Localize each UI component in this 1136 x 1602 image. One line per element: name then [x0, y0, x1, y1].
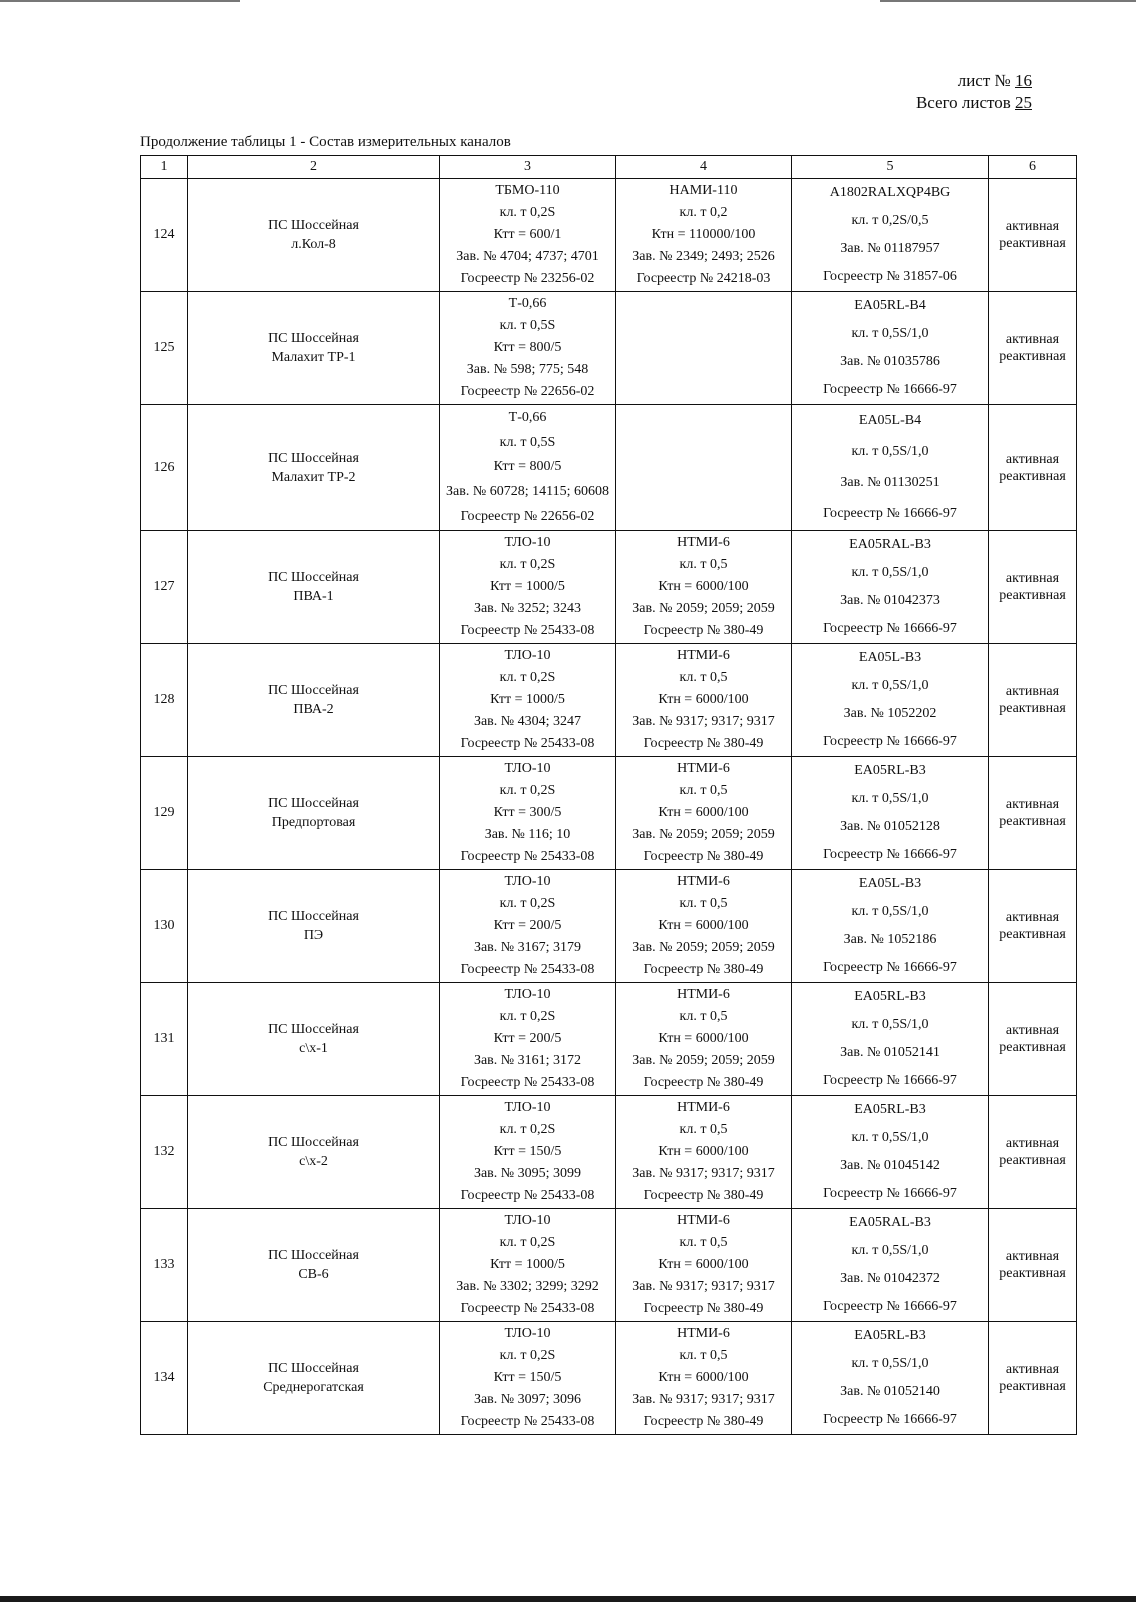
meter-line: Зав. № 01042372 [840, 1270, 940, 1286]
voltage-transformer-line: Госреестр № 380-49 [643, 1075, 764, 1091]
energy-type: активная [1005, 1023, 1060, 1038]
energy-type: активная [1005, 1136, 1060, 1151]
meter-line: Зав. № 01130251 [840, 475, 940, 490]
channel-name [188, 983, 440, 1096]
current-transformer-line: Зав. № 3167; 3179 [473, 940, 582, 956]
current-transformer-line: кл. т 0,2S [499, 1234, 556, 1250]
meter-line: кл. т 0,5S/1,0 [851, 1243, 929, 1259]
current-transformer-cell [440, 1209, 616, 1322]
current-transformer-line: Зав. № 3095; 3099 [473, 1166, 582, 1182]
current-transformer-line: Ктт = 1000/5 [490, 691, 565, 707]
meter-line: ЕА05L-B4 [858, 413, 922, 428]
table-row [141, 1209, 1077, 1322]
current-transformer-line: кл. т 0,2S [499, 1347, 556, 1363]
meter-line: ЕА05RL-B3 [854, 989, 926, 1005]
channel-name [188, 757, 440, 870]
voltage-transformer-line: кл. т 0,5 [679, 782, 728, 798]
scan-bottom-edge [0, 1596, 1136, 1602]
table-row [141, 757, 1077, 870]
voltage-transformer-line: Госреестр № 380-49 [643, 849, 764, 865]
voltage-transformer-line: НТМИ-6 [677, 873, 730, 889]
meter-line: Госреестр № 16666-97 [823, 1072, 957, 1088]
voltage-transformer-line: кл. т 0,2 [679, 204, 728, 220]
channel-name-line: ПС Шоссейная [268, 683, 359, 698]
channel-number: 133 [141, 1209, 188, 1322]
current-transformer-line: Ктт = 150/5 [493, 1143, 562, 1159]
energy-type: реактивная [999, 1040, 1066, 1055]
meter-line: Зав. № 01187957 [840, 240, 940, 256]
meter-line: Госреестр № 16666-97 [823, 959, 957, 975]
channel-name-line: ПЭ [303, 928, 324, 943]
channel-name-line: ПВА-1 [293, 589, 334, 604]
channel-name-line: Малахит ТР-2 [271, 469, 356, 485]
energy-type: активная [1005, 1249, 1060, 1264]
voltage-transformer-cell [616, 1096, 792, 1209]
voltage-transformer-line: НТМИ-6 [677, 534, 730, 550]
channel-number: 127 [141, 531, 188, 644]
channel-number: 132 [141, 1096, 188, 1209]
energy-type: реактивная [999, 588, 1066, 603]
meter-line: кл. т 0,5S/1,0 [851, 444, 929, 459]
table-row [141, 1322, 1077, 1435]
current-transformer-line: ТЛО-10 [504, 534, 551, 550]
channel-name [188, 531, 440, 644]
table-row [141, 644, 1077, 757]
current-transformer-line: Госреестр № 25433-08 [460, 623, 595, 639]
voltage-transformer-line: Зав. № 9317; 9317; 9317 [632, 1166, 775, 1182]
current-transformer-line: Зав. № 3302; 3299; 3292 [456, 1279, 599, 1295]
meter-cell [792, 405, 989, 531]
channel-name-line: ПС Шоссейная [268, 1022, 359, 1037]
meter-cell [792, 757, 989, 870]
voltage-transformer-line: Госреестр № 380-49 [643, 1301, 764, 1317]
table-row [141, 1096, 1077, 1209]
channel-number: 131 [141, 983, 188, 1096]
meter-cell [792, 644, 989, 757]
meter-line: ЕА05RL-B3 [854, 763, 926, 779]
current-transformer-line: ТБМО-110 [495, 182, 560, 198]
current-transformer-line: кл. т 0,2S [499, 204, 556, 220]
channel-name-line: ПС Шоссейная [268, 1248, 359, 1263]
energy-type: активная [1005, 684, 1060, 699]
current-transformer-line: ТЛО-10 [504, 1099, 551, 1115]
current-transformer-line: Госреестр № 25433-08 [460, 736, 595, 752]
meter-cell [792, 1322, 989, 1435]
energy-type-cell [989, 870, 1077, 983]
current-transformer-cell [440, 292, 616, 405]
voltage-transformer-line: НТМИ-6 [677, 986, 730, 1002]
energy-type: активная [1005, 571, 1060, 586]
table-caption: Продолжение таблицы 1 - Состав измерительных каналов [140, 134, 511, 150]
voltage-transformer-line: Зав. № 2349; 2493; 2526 [632, 249, 775, 265]
voltage-transformer-line: Госреестр № 380-49 [643, 736, 764, 752]
column-header: 5 [792, 156, 989, 179]
meter-cell [792, 292, 989, 405]
channel-number: 125 [141, 292, 188, 405]
table-header-row [141, 156, 1077, 179]
meter-line: кл. т 0,2S/0,5 [851, 213, 929, 229]
current-transformer-line: Зав. № 3252; 3243 [473, 601, 582, 617]
sheet-label: лист № [957, 71, 1011, 90]
voltage-transformer-line: кл. т 0,5 [679, 1347, 728, 1363]
current-transformer-line: Ктт = 600/1 [493, 226, 562, 242]
current-transformer-cell [440, 179, 616, 292]
current-transformer-line: Ктт = 150/5 [493, 1369, 562, 1385]
meter-line: кл. т 0,5S/1,0 [851, 678, 929, 694]
channel-name [188, 292, 440, 405]
meter-line: Зав. № 01052128 [840, 818, 940, 834]
scan-top-edge-mark [880, 0, 1136, 2]
energy-type: активная [1005, 1362, 1060, 1377]
voltage-transformer-line: кл. т 0,5 [679, 556, 728, 572]
energy-type: активная [1005, 910, 1060, 925]
meter-line: кл. т 0,5S/1,0 [851, 791, 929, 807]
energy-type: реактивная [999, 927, 1066, 942]
meter-line: кл. т 0,5S/1,0 [851, 1356, 929, 1372]
meter-line: Госреестр № 16666-97 [823, 846, 957, 862]
voltage-transformer-cell [616, 1322, 792, 1435]
meter-line: Госреестр № 16666-97 [823, 733, 957, 749]
channel-name [188, 870, 440, 983]
current-transformer-cell [440, 870, 616, 983]
voltage-transformer-line: НТМИ-6 [677, 647, 730, 663]
voltage-transformer-line: Ктн = 6000/100 [658, 691, 749, 707]
channel-name-line: л.Кол-8 [291, 237, 336, 252]
meter-line: кл. т 0,5S/1,0 [851, 904, 929, 920]
current-transformer-line: ТЛО-10 [504, 873, 551, 889]
current-transformer-line: кл. т 0,5S [499, 317, 556, 333]
current-transformer-line: ТЛО-10 [504, 760, 551, 776]
current-transformer-line: Госреестр № 25433-08 [460, 849, 595, 865]
voltage-transformer-line: кл. т 0,5 [679, 895, 728, 911]
sheet-number-line [916, 70, 1032, 92]
channel-number: 126 [141, 405, 188, 531]
channel-name [188, 1322, 440, 1435]
energy-type: активная [1005, 219, 1060, 234]
current-transformer-cell [440, 644, 616, 757]
current-transformer-line: ТЛО-10 [504, 1325, 551, 1341]
channel-number: 134 [141, 1322, 188, 1435]
voltage-transformer-line: Зав. № 9317; 9317; 9317 [632, 1279, 775, 1295]
meter-line: Госреестр № 31857-06 [823, 268, 957, 284]
meter-line: кл. т 0,5S/1,0 [851, 565, 929, 581]
voltage-transformer-line: Ктн = 6000/100 [658, 578, 749, 594]
meter-line: ЕА05RAL-B3 [849, 537, 931, 553]
current-transformer-cell [440, 1322, 616, 1435]
voltage-transformer-line: Госреестр № 380-49 [643, 1414, 764, 1430]
meter-line: ЕА05L-B3 [858, 876, 922, 892]
voltage-transformer-cell [616, 405, 792, 531]
channel-name-line: Малахит ТР-1 [271, 350, 356, 365]
voltage-transformer-line: кл. т 0,5 [679, 1008, 728, 1024]
voltage-transformer-cell [616, 1209, 792, 1322]
meter-cell [792, 531, 989, 644]
voltage-transformer-line: кл. т 0,5 [679, 1121, 728, 1137]
energy-type: реактивная [999, 1153, 1066, 1168]
energy-type-cell [989, 1096, 1077, 1209]
meter-line: Госреестр № 16666-97 [823, 620, 957, 636]
meter-line: Зав. № 01052141 [840, 1044, 940, 1060]
meter-line: Госреестр № 16666-97 [823, 381, 957, 397]
table-row [141, 405, 1077, 531]
current-transformer-line: кл. т 0,2S [499, 1121, 556, 1137]
energy-type: активная [1005, 332, 1060, 347]
column-header: 6 [989, 156, 1077, 179]
voltage-transformer-cell [616, 983, 792, 1096]
energy-type-cell [989, 292, 1077, 405]
energy-type: реактивная [999, 236, 1066, 251]
energy-type-cell [989, 179, 1077, 292]
current-transformer-line: Т-0,66 [508, 295, 547, 311]
channel-name [188, 179, 440, 292]
channel-name-line: ПС Шоссейная [268, 450, 359, 466]
channel-name-line: ПС Шоссейная [268, 331, 359, 346]
voltage-transformer-line: Ктн = 6000/100 [658, 1369, 749, 1385]
current-transformer-cell [440, 405, 616, 531]
voltage-transformer-line: кл. т 0,5 [679, 1234, 728, 1250]
current-transformer-cell [440, 983, 616, 1096]
energy-type: активная [1005, 797, 1060, 812]
current-transformer-line: Госреестр № 25433-08 [460, 1301, 595, 1317]
channel-name [188, 405, 440, 531]
meter-line: Госреестр № 16666-97 [823, 1411, 957, 1427]
current-transformer-line: Зав. № 3161; 3172 [473, 1053, 582, 1069]
voltage-transformer-cell [616, 531, 792, 644]
current-transformer-line: Т-0,66 [508, 409, 547, 425]
energy-type: реактивная [999, 701, 1066, 716]
current-transformer-line: кл. т 0,2S [499, 895, 556, 911]
voltage-transformer-line: НАМИ-110 [669, 182, 738, 198]
sheet-total-line [916, 92, 1032, 114]
meter-cell [792, 1096, 989, 1209]
voltage-transformer-line: НТМИ-6 [677, 1325, 730, 1341]
sheet-number: 16 [1015, 71, 1032, 90]
meter-line: ЕА05RL-B3 [854, 1328, 926, 1344]
meter-line: Зав. № 01052140 [840, 1383, 940, 1399]
channel-name [188, 1096, 440, 1209]
channel-number: 124 [141, 179, 188, 292]
energy-type: реактивная [999, 468, 1066, 484]
current-transformer-line: Зав. № 4704; 4737; 4701 [456, 249, 599, 265]
meter-line: Госреестр № 16666-97 [823, 506, 957, 521]
current-transformer-line: кл. т 0,2S [499, 669, 556, 685]
meter-line: Зав. № 01042373 [840, 592, 940, 608]
meter-line: кл. т 0,5S/1,0 [851, 326, 929, 342]
voltage-transformer-line: Ктн = 6000/100 [658, 1256, 749, 1272]
meter-cell [792, 1209, 989, 1322]
voltage-transformer-line: Госреестр № 380-49 [643, 1188, 764, 1204]
column-header: 3 [440, 156, 616, 179]
current-transformer-line: Зав. № 3097; 3096 [473, 1392, 582, 1408]
energy-type: реактивная [999, 814, 1066, 829]
meter-cell [792, 870, 989, 983]
meter-line: ЕА05L-B3 [858, 650, 922, 666]
voltage-transformer-line: Зав. № 2059; 2059; 2059 [632, 827, 775, 843]
current-transformer-line: Госреестр № 22656-02 [460, 509, 595, 525]
channel-name-line: ПС Шоссейная [268, 570, 359, 585]
meter-line: Госреестр № 16666-97 [823, 1298, 957, 1314]
channel-number: 128 [141, 644, 188, 757]
column-header: 2 [188, 156, 440, 179]
meter-line: ЕА05RAL-B3 [849, 1215, 931, 1231]
table-body [141, 179, 1077, 1435]
current-transformer-cell [440, 757, 616, 870]
voltage-transformer-line: НТМИ-6 [677, 760, 730, 776]
energy-type: активная [1005, 451, 1060, 467]
voltage-transformer-line: Ктн = 6000/100 [658, 917, 749, 933]
meter-line: ЕА05RL-B3 [854, 1102, 926, 1118]
channel-name [188, 1209, 440, 1322]
current-transformer-line: Ктт = 800/5 [493, 459, 562, 475]
channel-name-line: ПС Шоссейная [268, 1361, 359, 1376]
current-transformer-line: Госреестр № 23256-02 [460, 271, 595, 287]
current-transformer-line: ТЛО-10 [504, 1212, 551, 1228]
current-transformer-line: Ктт = 1000/5 [490, 1256, 565, 1272]
table-row [141, 983, 1077, 1096]
energy-type-cell [989, 405, 1077, 531]
current-transformer-line: Зав. № 116; 10 [484, 827, 571, 843]
voltage-transformer-cell [616, 292, 792, 405]
current-transformer-line: Госреестр № 22656-02 [460, 384, 595, 400]
energy-type: реактивная [999, 1379, 1066, 1394]
voltage-transformer-line: НТМИ-6 [677, 1099, 730, 1115]
current-transformer-line: кл. т 0,2S [499, 782, 556, 798]
current-transformer-line: Ктт = 200/5 [493, 1030, 562, 1046]
current-transformer-cell [440, 531, 616, 644]
energy-type-cell [989, 1322, 1077, 1435]
voltage-transformer-cell [616, 179, 792, 292]
channel-name-line: ПС Шоссейная [268, 1135, 359, 1150]
voltage-transformer-line: кл. т 0,5 [679, 669, 728, 685]
scan-top-edge-mark [0, 0, 240, 2]
voltage-transformer-cell [616, 644, 792, 757]
table-row [141, 292, 1077, 405]
voltage-transformer-line: Зав. № 9317; 9317; 9317 [632, 714, 775, 730]
total-label: Всего листов [915, 93, 1011, 112]
meter-line: кл. т 0,5S/1,0 [851, 1130, 929, 1146]
voltage-transformer-line: Зав. № 2059; 2059; 2059 [632, 1053, 775, 1069]
current-transformer-line: Зав. № 4304; 3247 [473, 714, 582, 730]
current-transformer-line: кл. т 0,5S [499, 434, 556, 450]
current-transformer-line: кл. т 0,2S [499, 1008, 556, 1024]
current-transformer-line: ТЛО-10 [504, 647, 551, 663]
current-transformer-line: Госреестр № 25433-08 [460, 1188, 595, 1204]
energy-type: реактивная [999, 1266, 1066, 1281]
meter-cell [792, 179, 989, 292]
current-transformer-line: Ктт = 800/5 [493, 339, 562, 355]
voltage-transformer-line: Ктн = 6000/100 [658, 1030, 749, 1046]
voltage-transformer-line: Зав. № 2059; 2059; 2059 [632, 940, 775, 956]
voltage-transformer-cell [616, 870, 792, 983]
meter-line: A1802RALXQP4BG [829, 185, 951, 201]
sheet-number-block [916, 70, 1032, 114]
current-transformer-line: Зав. № 60728; 14115; 60608 [446, 484, 609, 500]
table-row [141, 870, 1077, 983]
voltage-transformer-line: Госреестр № 24218-03 [636, 271, 771, 287]
current-transformer-line: ТЛО-10 [504, 986, 551, 1002]
voltage-transformer-cell [616, 757, 792, 870]
energy-type: реактивная [999, 349, 1066, 364]
channel-name-line: ПВА-2 [293, 702, 334, 717]
meter-line: Зав. № 1052202 [843, 705, 937, 721]
channel-name [188, 644, 440, 757]
current-transformer-line: Госреестр № 25433-08 [460, 1075, 595, 1091]
current-transformer-line: Ктт = 300/5 [493, 804, 562, 820]
channel-number: 129 [141, 757, 188, 870]
meter-cell [792, 983, 989, 1096]
channel-name-line: ПС Шоссейная [268, 218, 359, 233]
energy-type-cell [989, 1209, 1077, 1322]
channel-name-line: СВ-6 [298, 1267, 329, 1282]
voltage-transformer-line: Госреестр № 380-49 [643, 623, 764, 639]
channel-name-line: Предпортовая [271, 815, 356, 830]
voltage-transformer-line: Зав. № 2059; 2059; 2059 [632, 601, 775, 617]
channel-name-line: с\х-2 [299, 1154, 328, 1169]
meter-line: Зав. № 01045142 [840, 1157, 940, 1173]
current-transformer-line: Зав. № 598; 775; 548 [466, 362, 589, 378]
energy-type-cell [989, 531, 1077, 644]
meter-line: ЕА05RL-B4 [854, 298, 926, 314]
voltage-transformer-line: Ктн = 6000/100 [658, 804, 749, 820]
channel-number: 130 [141, 870, 188, 983]
current-transformer-cell [440, 1096, 616, 1209]
column-header: 4 [616, 156, 792, 179]
current-transformer-line: Госреестр № 25433-08 [460, 962, 595, 978]
table-row [141, 531, 1077, 644]
measurement-channels-table [140, 155, 1077, 1435]
meter-line: Госреестр № 16666-97 [823, 1185, 957, 1201]
voltage-transformer-line: Ктн = 6000/100 [658, 1143, 749, 1159]
current-transformer-line: кл. т 0,2S [499, 556, 556, 572]
voltage-transformer-line: Ктн = 110000/100 [651, 226, 756, 242]
energy-type-cell [989, 983, 1077, 1096]
meter-line: Зав. № 01035786 [840, 353, 940, 369]
channel-name-line: Среднерогатская [263, 1380, 364, 1395]
voltage-transformer-line: НТМИ-6 [677, 1212, 730, 1228]
column-header: 1 [141, 156, 188, 179]
table-row [141, 179, 1077, 292]
total-number: 25 [1015, 93, 1032, 112]
current-transformer-line: Ктт = 1000/5 [490, 578, 565, 594]
voltage-transformer-line: Госреестр № 380-49 [643, 962, 764, 978]
voltage-transformer-line: Зав. № 9317; 9317; 9317 [632, 1392, 775, 1408]
energy-type-cell [989, 644, 1077, 757]
current-transformer-line: Ктт = 200/5 [493, 917, 562, 933]
channel-name-line: с\х-1 [299, 1041, 328, 1056]
channel-name-line: ПС Шоссейная [268, 909, 359, 924]
channel-name-line: ПС Шоссейная [268, 796, 359, 811]
current-transformer-line: Госреестр № 25433-08 [460, 1414, 595, 1430]
energy-type-cell [989, 757, 1077, 870]
meter-line: Зав. № 1052186 [843, 931, 937, 947]
meter-line: кл. т 0,5S/1,0 [851, 1017, 929, 1033]
